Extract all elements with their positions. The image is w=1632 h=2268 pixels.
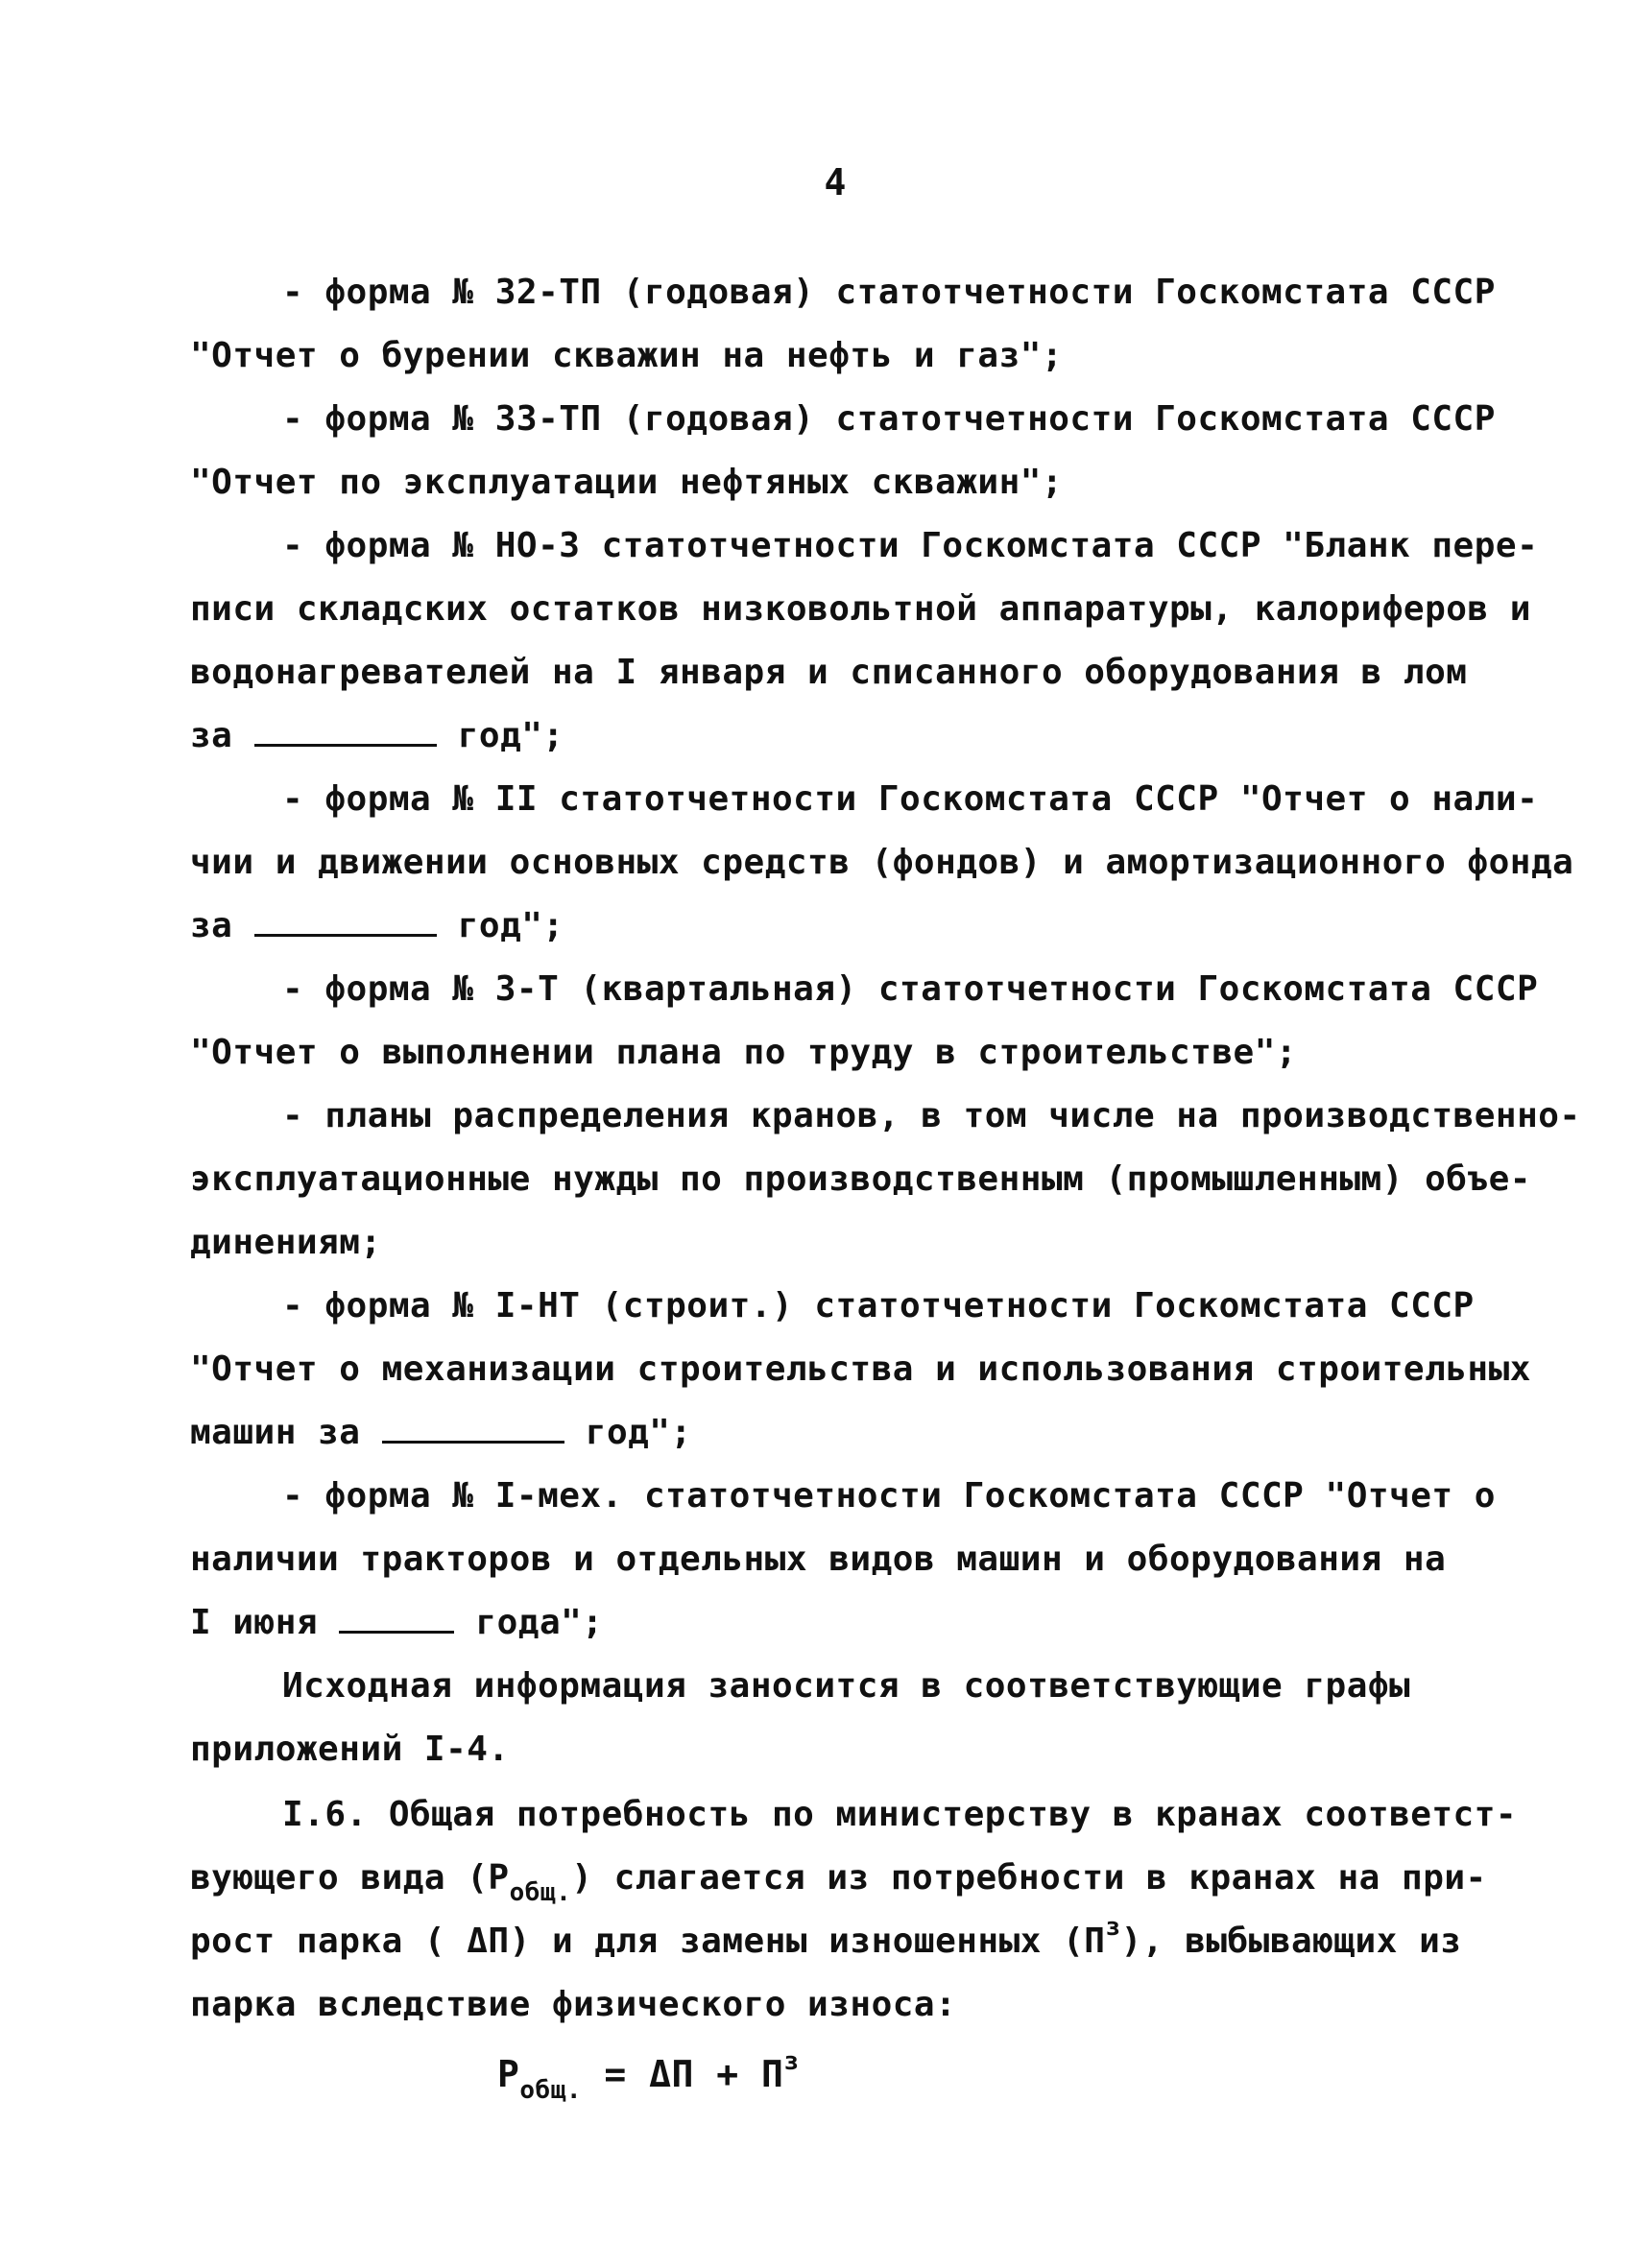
text-line: "Отчет о механизации строительства и использования строительных bbox=[190, 1349, 1531, 1389]
text-line-with-blank bbox=[190, 1591, 1467, 1655]
text-line: - форма № 3-Т (квартальная) статотчетности Госкомстата СССР bbox=[282, 969, 1539, 1009]
text-line: - форма № НО-3 статотчетности Госкомстата СССР "Бланк пере- bbox=[282, 526, 1539, 565]
fill-in-blank bbox=[254, 905, 437, 937]
text-fragment: машин за bbox=[190, 1413, 361, 1452]
text-line: чии и движении основных средств (фондов) и амортизационного фонда bbox=[190, 843, 1574, 882]
formula bbox=[190, 2042, 1467, 2106]
section-heading-line: I.6. Общая потребность по министерству в кранах соответст- bbox=[282, 1795, 1518, 1834]
text-fragment: рост парка ( ΔП) и для замены изношенных (П bbox=[190, 1922, 1106, 1961]
fill-in-blank bbox=[254, 715, 437, 747]
text-line: Исходная информация заносится в соответствующие графы bbox=[282, 1666, 1411, 1706]
text-line: приложений I-4. bbox=[190, 1730, 510, 1769]
text-fragment: I июня bbox=[190, 1603, 319, 1642]
text-line: писи складских остатков низковольтной аппаратуры, калориферов и bbox=[190, 589, 1531, 629]
formula-lhs-subscript: общ. bbox=[519, 2076, 583, 2105]
text-line: "Отчет о выполнении плана по труду в строительстве"; bbox=[190, 1033, 1298, 1072]
text-fragment: вующего вида (Р bbox=[190, 1858, 510, 1898]
text-line-with-blank bbox=[190, 704, 1467, 768]
subscript: общ. bbox=[509, 1878, 572, 1907]
text-line: - форма № II статотчетности Госкомстата СССР "Отчет о нали- bbox=[282, 779, 1539, 819]
text-line: наличии тракторов и отдельных видов машин и оборудования на bbox=[190, 1540, 1447, 1579]
text-line: "Отчет по эксплуатации нефтяных скважин"; bbox=[190, 463, 1064, 502]
fill-in-blank bbox=[382, 1412, 564, 1444]
text-line: эксплуатационные нужды по производственным (промышленным) объе- bbox=[190, 1159, 1531, 1199]
text-line: динениям; bbox=[190, 1223, 382, 1262]
document-body bbox=[190, 261, 1581, 2106]
text-fragment: ) слагается из потребности в кранах на при- bbox=[571, 1858, 1487, 1898]
text-line: парка вследствие физического износа: bbox=[190, 1985, 957, 2024]
text-line-with-blank bbox=[190, 895, 1467, 958]
text-fragment: год"; bbox=[457, 906, 564, 945]
text-line: - форма № 33-ТП (годовая) статотчетности Госкомстата СССР bbox=[282, 399, 1496, 439]
text-line-with-superscript bbox=[190, 1910, 1467, 1973]
text-line-with-subscript bbox=[190, 1847, 1487, 1910]
text-line: водонагревателей на I января и списанного оборудования в лом bbox=[190, 653, 1468, 692]
text-line: - форма № 32-ТП (годовая) статотчетности Госкомстата СССР bbox=[282, 273, 1496, 312]
page-number: 4 bbox=[824, 161, 847, 203]
fill-in-blank bbox=[339, 1602, 454, 1634]
text-line: - форма № I-НТ (строит.) статотчетности Госкомстата СССР bbox=[282, 1286, 1475, 1325]
text-fragment: за bbox=[190, 716, 233, 755]
text-line: "Отчет о бурении скважин на нефть и газ"; bbox=[190, 336, 1064, 375]
text-fragment: за bbox=[190, 906, 233, 945]
formula-rhs: ΔП + П bbox=[649, 2053, 784, 2095]
text-line: - форма № I-мех. статотчетности Госкомстата СССР "Отчет о bbox=[282, 1476, 1496, 1516]
text-line-with-blank bbox=[190, 1401, 1467, 1465]
text-fragment: года"; bbox=[475, 1603, 604, 1642]
text-line: - планы распределения кранов, в том числе на производственно- bbox=[282, 1096, 1581, 1135]
text-fragment: ), выбывающих из bbox=[1120, 1922, 1462, 1961]
text-fragment: год"; bbox=[585, 1413, 692, 1452]
formula-lhs: Р bbox=[497, 2053, 520, 2095]
formula-rhs-superscript: з bbox=[783, 2047, 800, 2076]
formula-equals: = bbox=[582, 2053, 650, 2095]
superscript: з bbox=[1105, 1913, 1121, 1942]
text-fragment: год"; bbox=[457, 716, 564, 755]
